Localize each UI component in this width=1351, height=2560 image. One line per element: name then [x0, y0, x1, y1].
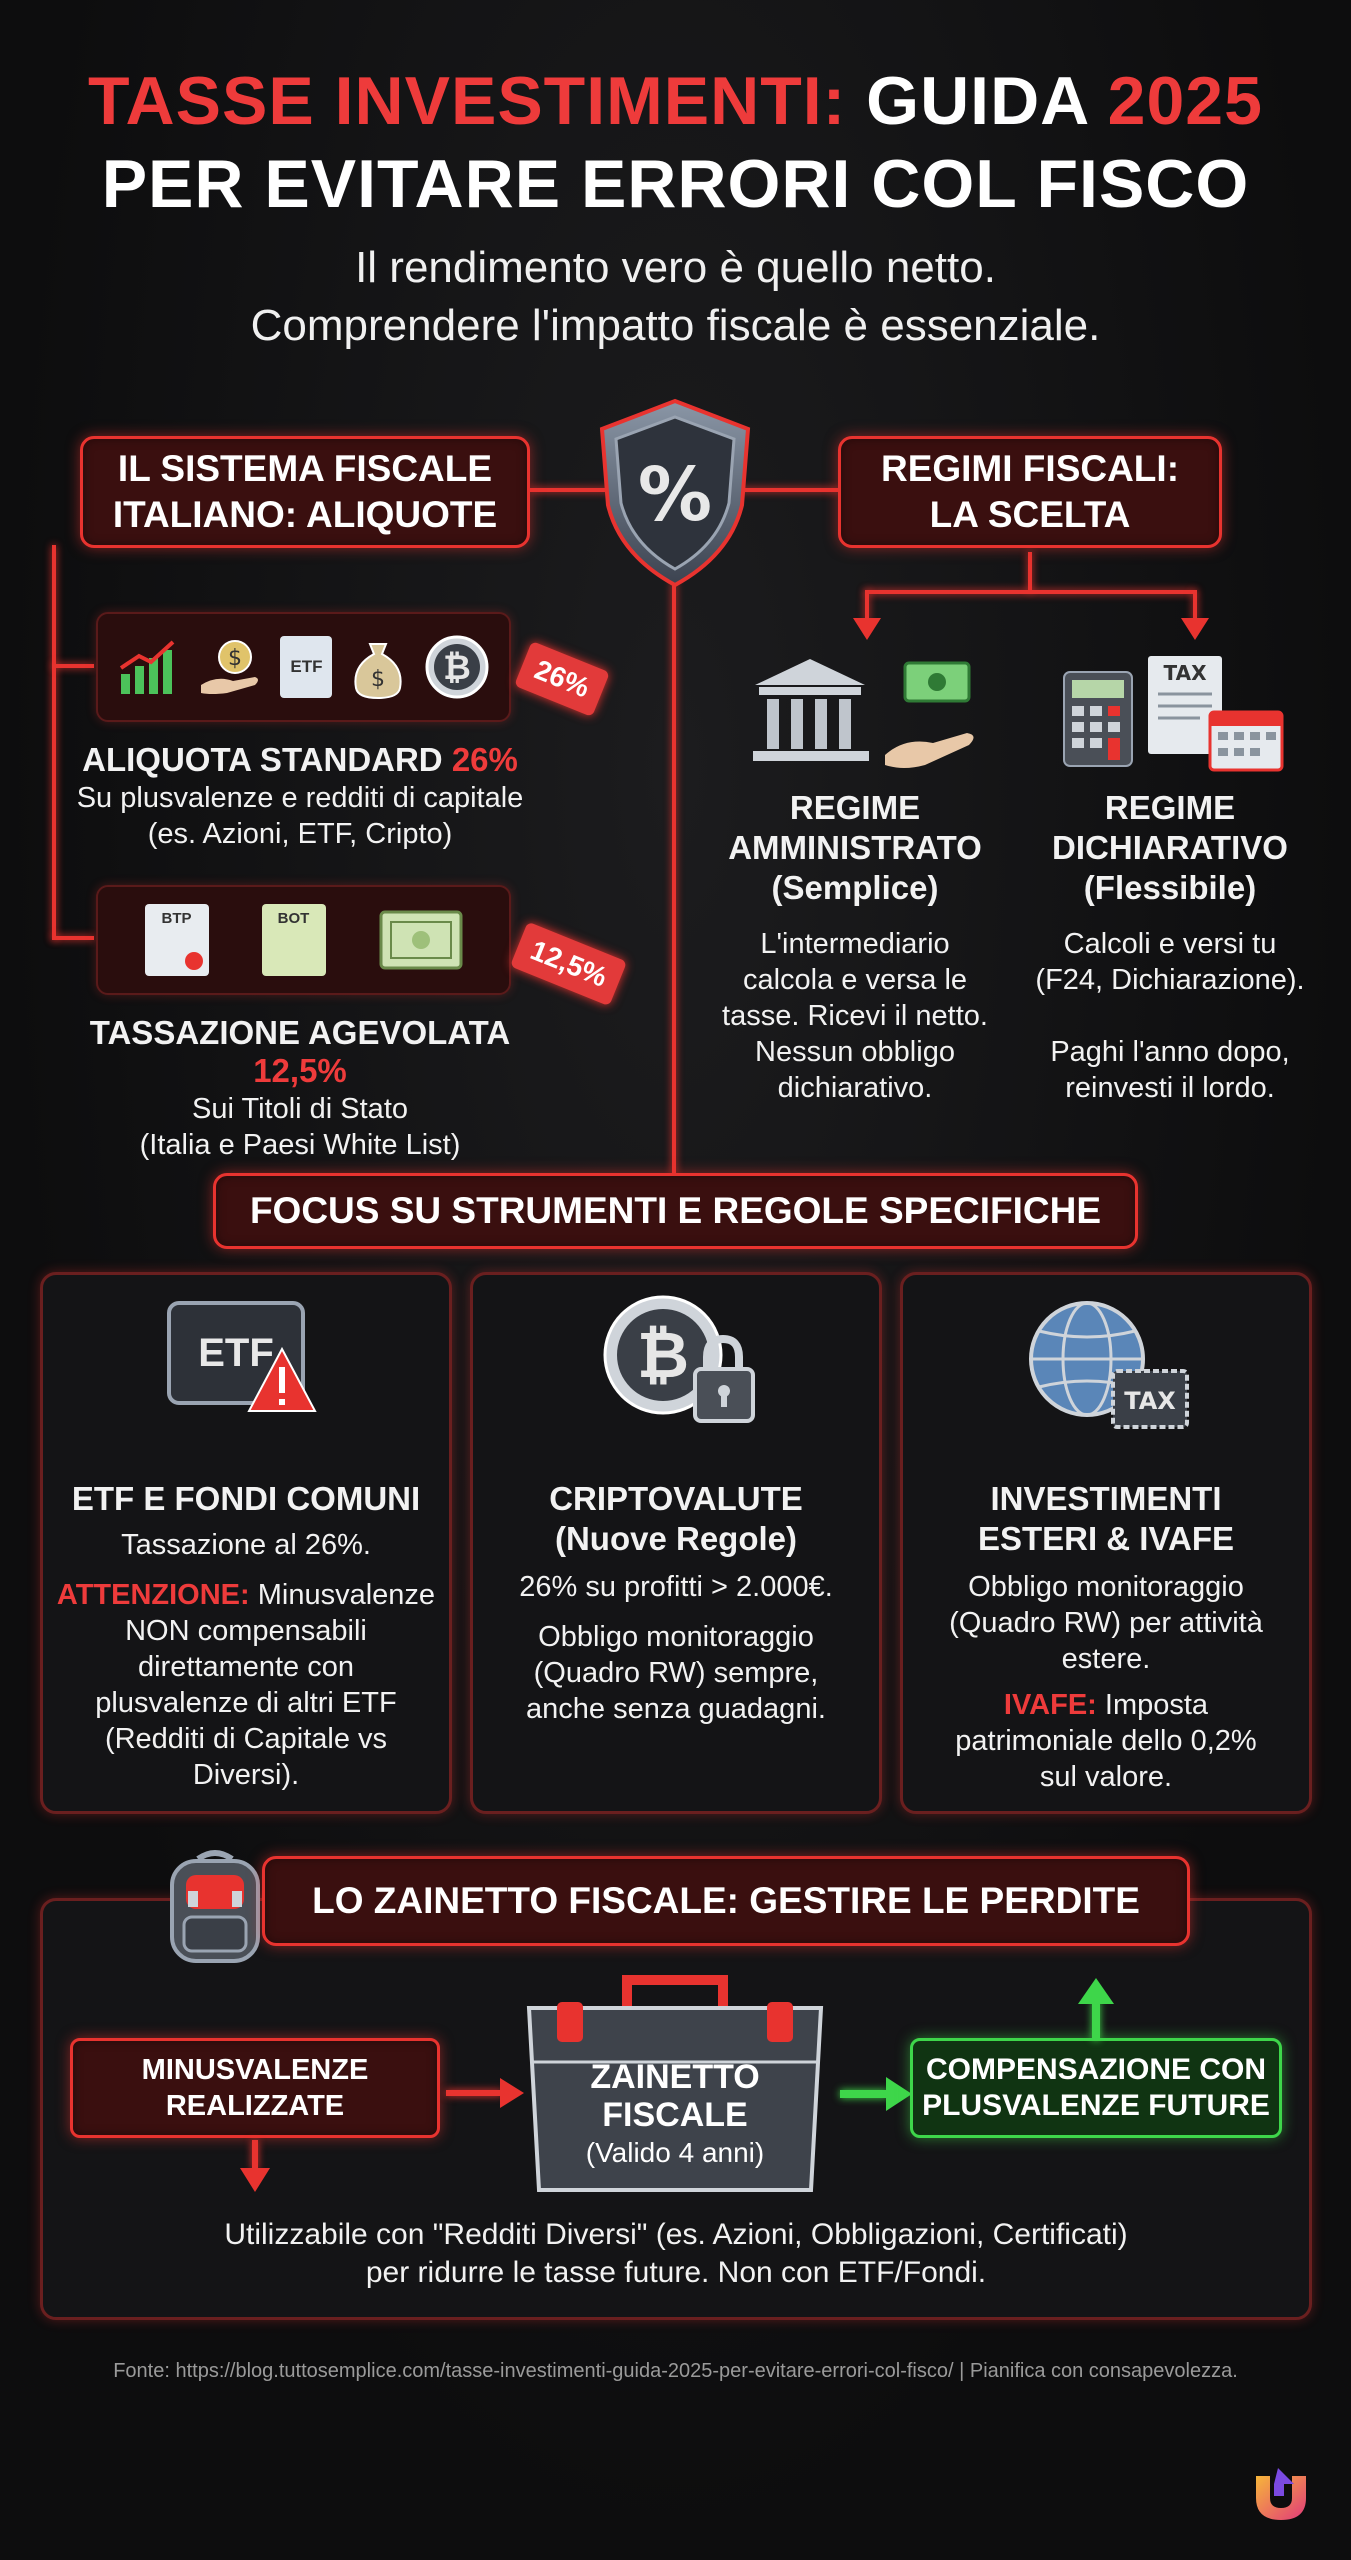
sistema-heading: IL SISTEMA FISCALE ITALIANO: ALIQUOTE	[80, 436, 530, 548]
arrow-right-icon	[886, 2077, 912, 2111]
calculator-tax-calendar-icon	[1060, 650, 1290, 775]
standard-rate-block: ALIQUOTA STANDARD 26% Su plusvalenze e redditi di capitale (es. Azioni, ETF, Cripto)	[76, 741, 524, 850]
svg-text:TAX: TAX	[1124, 1387, 1176, 1415]
etf-warning-icon: ETF	[167, 1301, 317, 1421]
connector-line	[840, 2090, 888, 2098]
btp-certificate-icon: BTP	[145, 904, 209, 976]
connector-line	[52, 936, 94, 940]
connector-line	[1092, 2000, 1100, 2040]
bitcoin-icon	[424, 634, 490, 700]
zainetto-heading: LO ZAINETTO FISCALE: GESTIRE LE PERDITE	[262, 1856, 1190, 1946]
regime-dichiarativo: REGIME DICHIARATIVO (Flessibile) Calcoli e versi tu (F24, Dichiarazione). Paghi l'anno dopo, reinvesti il lordo.	[1035, 789, 1305, 1104]
arrow-down-icon	[853, 618, 881, 640]
card-cripto: ₿ CRIPTOVALUTE (Nuove Regole) 26% su profitti > 2.000€. Obbligo monitoraggio (Quadro RW) sempre, anche senza guadagni.	[470, 1272, 882, 1814]
connector-line	[1028, 552, 1032, 592]
etf-document-icon: ETF	[280, 636, 332, 698]
arrow-down-icon	[240, 2168, 270, 2192]
card-esteri: TAX INVESTIMENTI ESTERI & IVAFE Obbligo monitoraggio (Quadro RW) per attività estere. IVAFE: Imposta patrimoniale dello 0,2% sul valore.	[900, 1272, 1312, 1814]
bot-certificate-icon: BOT	[262, 904, 326, 976]
bank-money-icon	[745, 655, 985, 775]
zainetto-note: Utilizzabile con "Redditi Diversi" (es. Azioni, Obbligazioni, Certificati) per ridurre le tasse future. Non con ETF/Fondi.	[224, 2218, 1128, 2289]
svg-text:$: $	[227, 646, 242, 671]
agevolata-icon-row	[96, 885, 511, 995]
rate-tag-12-5: 12,5%	[510, 922, 628, 1007]
subtitle-line2: Comprendere l'impatto fiscale è essenziale.	[250, 301, 1101, 350]
connector-line	[446, 2090, 502, 2096]
regimi-heading: REGIMI FISCALI: LA SCELTA	[838, 436, 1222, 548]
money-bag-icon	[350, 634, 406, 700]
hand-coin-icon	[197, 637, 263, 697]
focus-heading: FOCUS SU STRUMENTI E REGOLE SPECIFICHE	[213, 1173, 1138, 1249]
arrow-up-icon	[1078, 1978, 1114, 2004]
regime-amministrato: REGIME AMMINISTRATO (Semplice) L'intermediario calcola e versa le tasse. Ricevi il netto. Nessun obbligo dichiarativo.	[722, 789, 988, 1104]
backpack-icon	[160, 1845, 270, 1965]
svg-text:%: %	[637, 452, 713, 538]
connector-line	[252, 2140, 258, 2170]
connector-line	[672, 580, 676, 1175]
svg-text:TAX: TAX	[1163, 661, 1207, 685]
bitcoin-lock-icon	[585, 1293, 765, 1433]
page-title-line2: PER EVITARE ERRORI COL FISCO	[101, 146, 1250, 222]
svg-text:$: $	[371, 667, 386, 692]
svg-text:₿: ₿	[636, 1319, 690, 1393]
minusvalenze-box: MINUSVALENZE REALIZZATE	[70, 2038, 440, 2138]
page-title: TASSE INVESTIMENTI: GUIDA 2025	[88, 63, 1263, 139]
connector-line	[865, 590, 1195, 594]
card-etf: ETF ETF E FONDI COMUNI Tassazione al 26%. ATTENZIONE: Minusvalenze NON compensabili direttamente con plusvalenze di altri ETF (Redditi di Capitale vs Diversi).	[40, 1272, 452, 1814]
shield-percent-icon	[590, 395, 760, 590]
brand-logo-icon	[1248, 2462, 1314, 2528]
svg-text:₿: ₿	[443, 648, 471, 688]
agevolata-rate-block: TASSAZIONE AGEVOLATA 12,5% Sui Titoli di Stato (Italia e Paesi White List)	[89, 1014, 511, 1161]
globe-tax-icon	[1015, 1295, 1195, 1435]
compensazione-box: COMPENSAZIONE CON PLUSVALENZE FUTURE	[910, 2038, 1282, 2138]
arrow-down-icon	[1181, 618, 1209, 640]
rate-tag-26: 26%	[514, 641, 610, 717]
footer-source: Fonte: https://blog.tuttosemplice.com/tasse-investimenti-guida-2025-per-evitare-errori-col-fisco/ | Pianifica con consapevolezza.	[113, 2360, 1238, 2382]
bond-certificate-icon	[379, 908, 463, 972]
connector-line	[52, 664, 94, 668]
chart-up-icon	[117, 638, 179, 696]
standard-icon-row	[96, 612, 511, 722]
zainetto-box-label: ZAINETTO FISCALE (Valido 4 anni)	[585, 2058, 765, 2168]
subtitle-line1: Il rendimento vero è quello netto.	[355, 243, 996, 292]
